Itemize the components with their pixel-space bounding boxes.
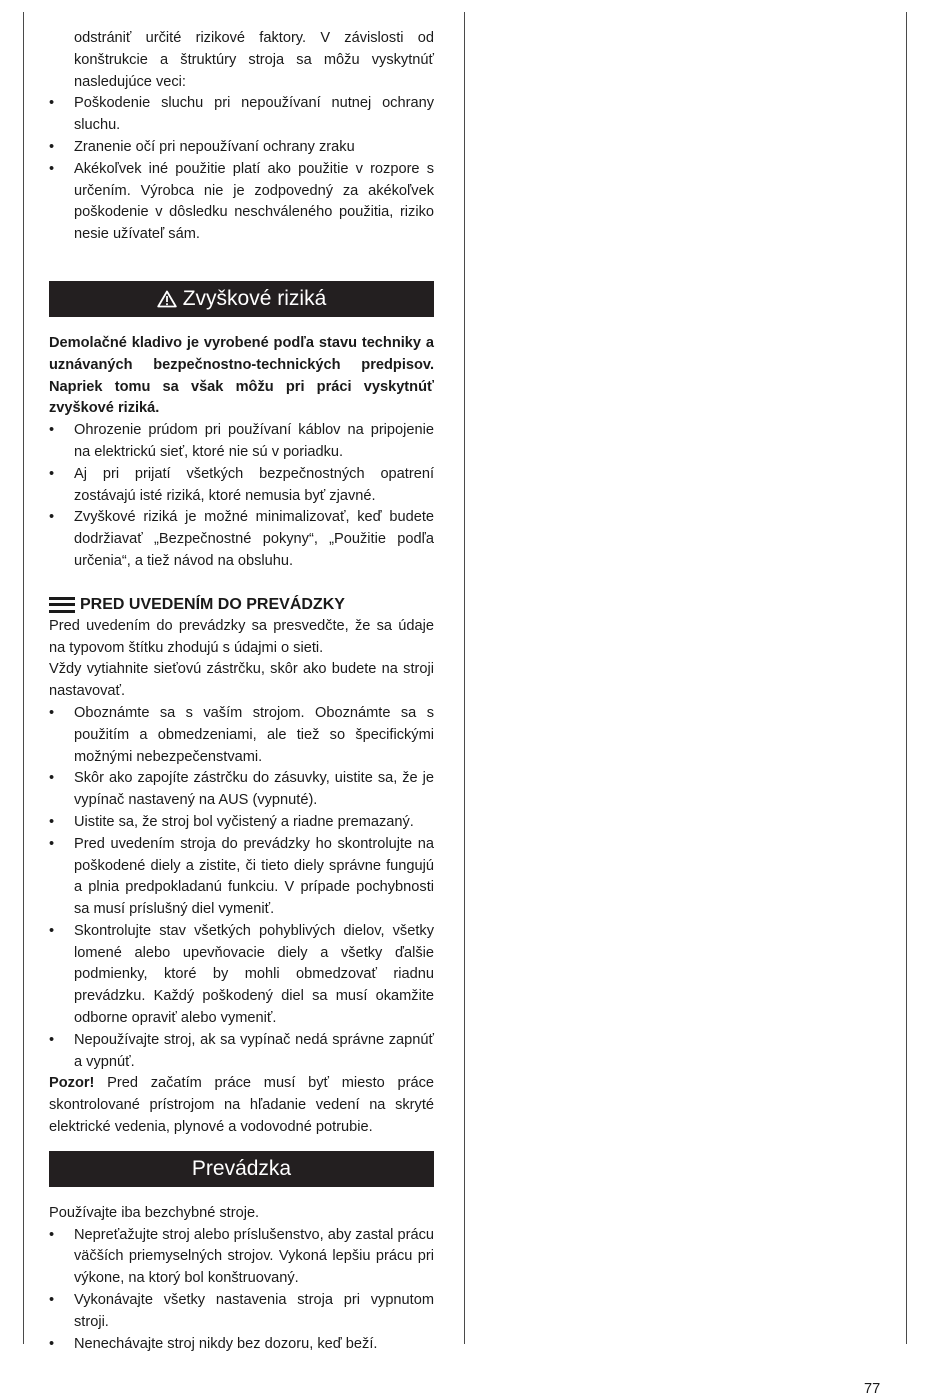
warning-triangle-icon	[157, 284, 177, 320]
operation-heading: Prevádzka	[49, 1151, 434, 1187]
list-item: • Nepoužívajte stroj, ak sa vypínač nedá správne zapnúť a vypnúť.	[49, 1031, 434, 1070]
list-item: • Poškodenie sluchu pri nepoužívaní nutnej ochrany sluchu.	[49, 95, 434, 134]
list-item: • Nepreťažujte stroj alebo príslušenstvo, aby zastal prácu väčších priemyselných strojov. Vykoná lepšiu prácu pri výkone, na ktorý bol konštruovaný.	[49, 1226, 434, 1287]
list-item: • Uistite sa, že stroj bol vyčistený a riadne premazaný.	[49, 813, 414, 830]
left-column	[49, 28, 434, 1355]
intro-section	[49, 28, 434, 93]
list-item: • Pred uvedením stroja do prevádzky ho skontrolujte na poškodené diely a zistite, či tieto diely správne fungujú a plnia predpokladanú funkciu. V prípade pochybnosti sa musí príslušný diel vymeniť.	[49, 835, 434, 918]
operation-bullets	[49, 1225, 434, 1356]
before-use-paragraph: Vždy vytiahnite sieťovú zástrčku, skôr ako budete na stroji nastavovať.	[49, 661, 434, 700]
intro-continuation: odstrániť určité rizikové faktory. V závislosti od konštrukcie a štruktúry stroja sa môžu vyskytnúť nasledujúce veci:	[74, 30, 434, 90]
operation-paragraph: Používajte iba bezchybné stroje.	[49, 1204, 260, 1221]
list-item: • Skontrolujte stav všetkých pohyblivých dielov, všetky lomené alebo upevňovacie diely a všetky ďalšie podmienky, ktoré by mohli obmedzovať riadnu prevádzku. Každý poškodený diel sa musí okamžite odborne opraviť alebo vymeniť.	[49, 922, 434, 1027]
list-item: • Akékoľvek iné použitie platí ako použitie v rozpore s určením. Výrobca nie je zodpovedný za akékoľvek poškodenie v dôsledku neschváleného použitia, riziko nesie užívateľ sám.	[49, 160, 434, 243]
list-item: • Oboznámte sa s vaším strojom. Oboznámte sa s použitím a obmedzeniami, ale tiež so špecifickými možnými nebezpečenstvami.	[49, 704, 434, 765]
list-item: • Zvyškové riziká je možné minimalizovať, keď budete dodržiavať „Bezpečnostné pokyny“, „Použitie podľa určenia“, a tiež návod na obsluhu.	[49, 509, 434, 569]
before-use-bullets	[49, 703, 434, 1074]
list-item: • Ohrozenie prúdom pri používaní káblov na pripojenie na elektrickú sieť, ktoré nie sú v poriadku.	[49, 422, 434, 460]
right-margin-rule	[906, 12, 907, 1344]
caution-paragraph: Pozor! Pred začatím práce musí byť miesto práce skontrolované prístrojom na hľadanie vedení na skryté elektrické vedenia, plynové a vodovodné potrubie.	[49, 1075, 434, 1136]
column-divider-rule	[464, 12, 465, 1344]
page-number: 77	[864, 1381, 881, 1397]
list-item: • Vykonávajte všetky nastavenia stroja pri vypnutom stroji.	[49, 1292, 434, 1330]
residual-risks-heading: Zvyškové riziká	[49, 281, 434, 317]
intro-bullets	[49, 93, 434, 246]
left-margin-rule	[23, 12, 24, 1344]
before-use-paragraph: Pred uvedením do prevádzky sa presvedčte, že sa údaje na typovom štítku zhodujú s údajmi o sieti.	[49, 617, 434, 656]
list-item: • Skôr ako zapojíte zástrčku do zásuvky, uistite sa, že je vypínač nastavený na AUS (vypnuté).	[49, 770, 434, 809]
menu-lines-icon	[49, 597, 75, 613]
caution-label: Pozor!	[49, 1075, 95, 1092]
list-item: • Nenechávajte stroj nikdy bez dozoru, keď beží.	[49, 1335, 378, 1352]
residual-risks-lead: Demolačné kladivo je vyrobené podľa stavu techniky a uznávaných bezpečnostno-technických predpisov. Napriek tomu sa však môžu pri práci vyskytnúť zvyškové riziká.	[49, 334, 434, 417]
list-item: • Zranenie očí pri nepoužívaní ochrany zraku	[49, 138, 355, 155]
list-item: • Aj pri prijatí všetkých bezpečnostných opatrení zostávajú isté riziká, ktoré nemusia byť zjavné.	[49, 465, 434, 504]
residual-risks-bullets	[49, 420, 434, 573]
before-use-heading: PRED UVEDENÍM DO PREVÁDZKY	[49, 594, 434, 616]
